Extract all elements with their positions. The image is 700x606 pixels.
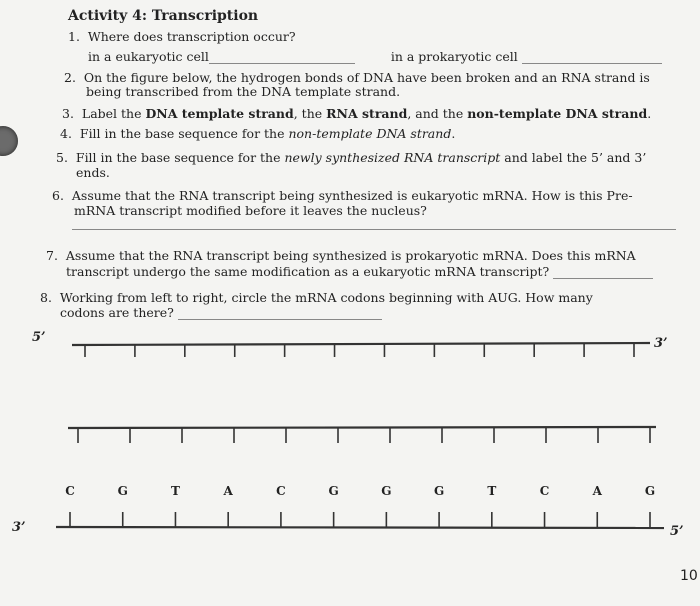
activity-title: Activity 4: Transcription [68,8,259,24]
template-base: T [170,484,180,498]
template-base: G [644,484,656,498]
question-7: 7. Assume that the RNA transcript being synthesized is prokaryotic mRNA. Does this mRNA [46,248,636,263]
question-6-line2: mRNA transcript modified before it leaves the nucleus? [74,203,427,218]
backbone-line [68,427,656,428]
question-1: 1. Where does transcription occur? [68,29,296,44]
question-8-line2: codons are there? [60,305,382,320]
template-dna-strand [56,512,664,528]
top-strand-5-prime-label: 5’ [32,330,46,345]
template-base: T [487,484,497,498]
template-base: A [223,484,233,498]
question-8: 8. Working from left to right, circle the mRNA codons beginning with AUG. How many [40,290,593,305]
template-5-prime-label: 5’ [670,524,684,539]
template-base: G [433,484,445,498]
page-number: 10 [680,568,698,584]
template-base: C [276,484,286,498]
question-2-line2: being transcribed from the DNA template strand. [86,84,401,99]
question-6: 6. Assume that the RNA transcript being synthesized is eukaryotic mRNA. How is this Pre- [52,188,633,203]
top-strand-3-prime-label: 3’ [654,336,668,351]
template-3-prime-label: 3’ [12,520,26,535]
template-base: C [539,484,550,498]
question-4: 4. Fill in the base sequence for the non-template DNA strand. [60,126,456,141]
backbone-line [72,343,650,345]
rna-strand[interactable] [68,427,656,443]
question-5: 5. Fill in the base sequence for the newly synthesized RNA transcript and label the 5’ and 3’ [56,150,647,165]
non-template-strand[interactable] [72,343,650,357]
template-base: A [592,484,602,498]
template-base: G [117,484,128,498]
template-base: C [65,484,75,498]
question-2: 2. On the figure below, the hydrogen bonds of DNA have been broken and an RNA strand is [64,70,650,85]
question-5-line2: ends. [76,165,110,180]
question-3: 3. Label the DNA template strand, the RNA strand, and the non-template DNA strand. [62,106,652,121]
backbone-line [56,527,664,528]
question-7-line2: transcript undergo the same modification as a eukaryotic mRNA transcript? [66,264,653,279]
template-base: G [328,484,339,498]
template-base: G [381,484,392,498]
question-1-answers: in a eukaryotic cell in a prokaryotic cell [88,49,662,64]
